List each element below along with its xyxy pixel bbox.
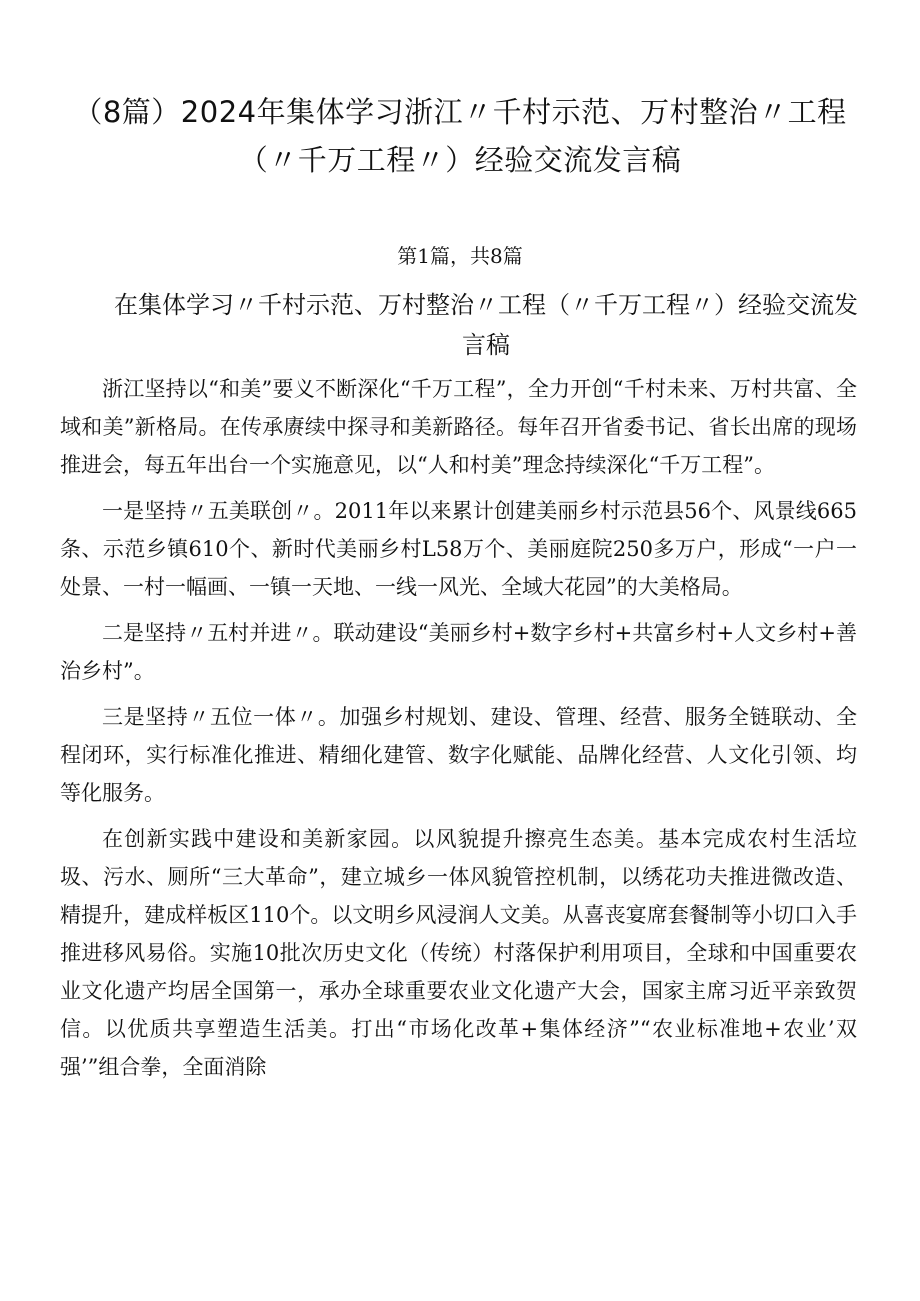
part-indicator: 第1篇，共8篇 [397, 244, 523, 268]
paragraph: 浙江坚持以“和美”要义不断深化“千万工程”，全力开创“千村未来、万村共富、全域和美”新格局。在传承赓续中探寻和美新路径。每年召开省委书记、省长出席的现场推进会，每五年出台一个实施意见，以“人和村美”理念持续深化“千万工程”。 [60, 377, 857, 477]
section-title: 在集体学习〃千村示范、万村整治〃工程（〃千万工程〃）经验交流发言稿 [114, 291, 858, 359]
document-title: （8篇）2024年集体学习浙江〃千村示范、万村整治〃工程（〃千万工程〃）经验交流发言稿 [73, 95, 847, 177]
paragraph: 在创新实践中建设和美新家园。以风貌提升擦亮生态美。基本完成农村生活垃圾、污水、厕所“三大革命”，建立城乡一体风貌管控机制，以绣花功夫推进微改造、精提升，建成样板区110个。以文明乡风浸润人文美。从喜丧宴席套餐制等小切口入手推进移风易俗。实施10批次历史文化（传统）村落保护利用项目，全球和中国重要农业文化遗产均居全国第一，承办全球重要农业文化遗产大会，国家主席习近平亲致贺信。以优质共享塑造生活美。打出“市场化改革+集体经济”“农业标准地+农业’双强’”组合拳，全面消除 [60, 827, 857, 1079]
paragraph: 二是坚持〃五村并进〃。联动建设“美丽乡村+数字乡村+共富乡村+人文乡村+善治乡村”。 [60, 621, 857, 683]
paragraph: 一是坚持〃五美联创〃。2011年以来累计创建美丽乡村示范县56个、风景线665条、示范乡镇610个、新时代美丽乡村L58万个、美丽庭院250多万户，形成“一户一处景、一村一幅画、一镇一天地、一线一风光、全域大花园”的大美格局。 [60, 499, 857, 599]
paragraph: 三是坚持〃五位一体〃。加强乡村规划、建设、管理、经营、服务全链联动、全程闭环，实行标准化推进、精细化建管、数字化赋能、品牌化经营、人文化引领、均等化服务。 [60, 705, 857, 805]
body-text [60, 370, 857, 1094]
